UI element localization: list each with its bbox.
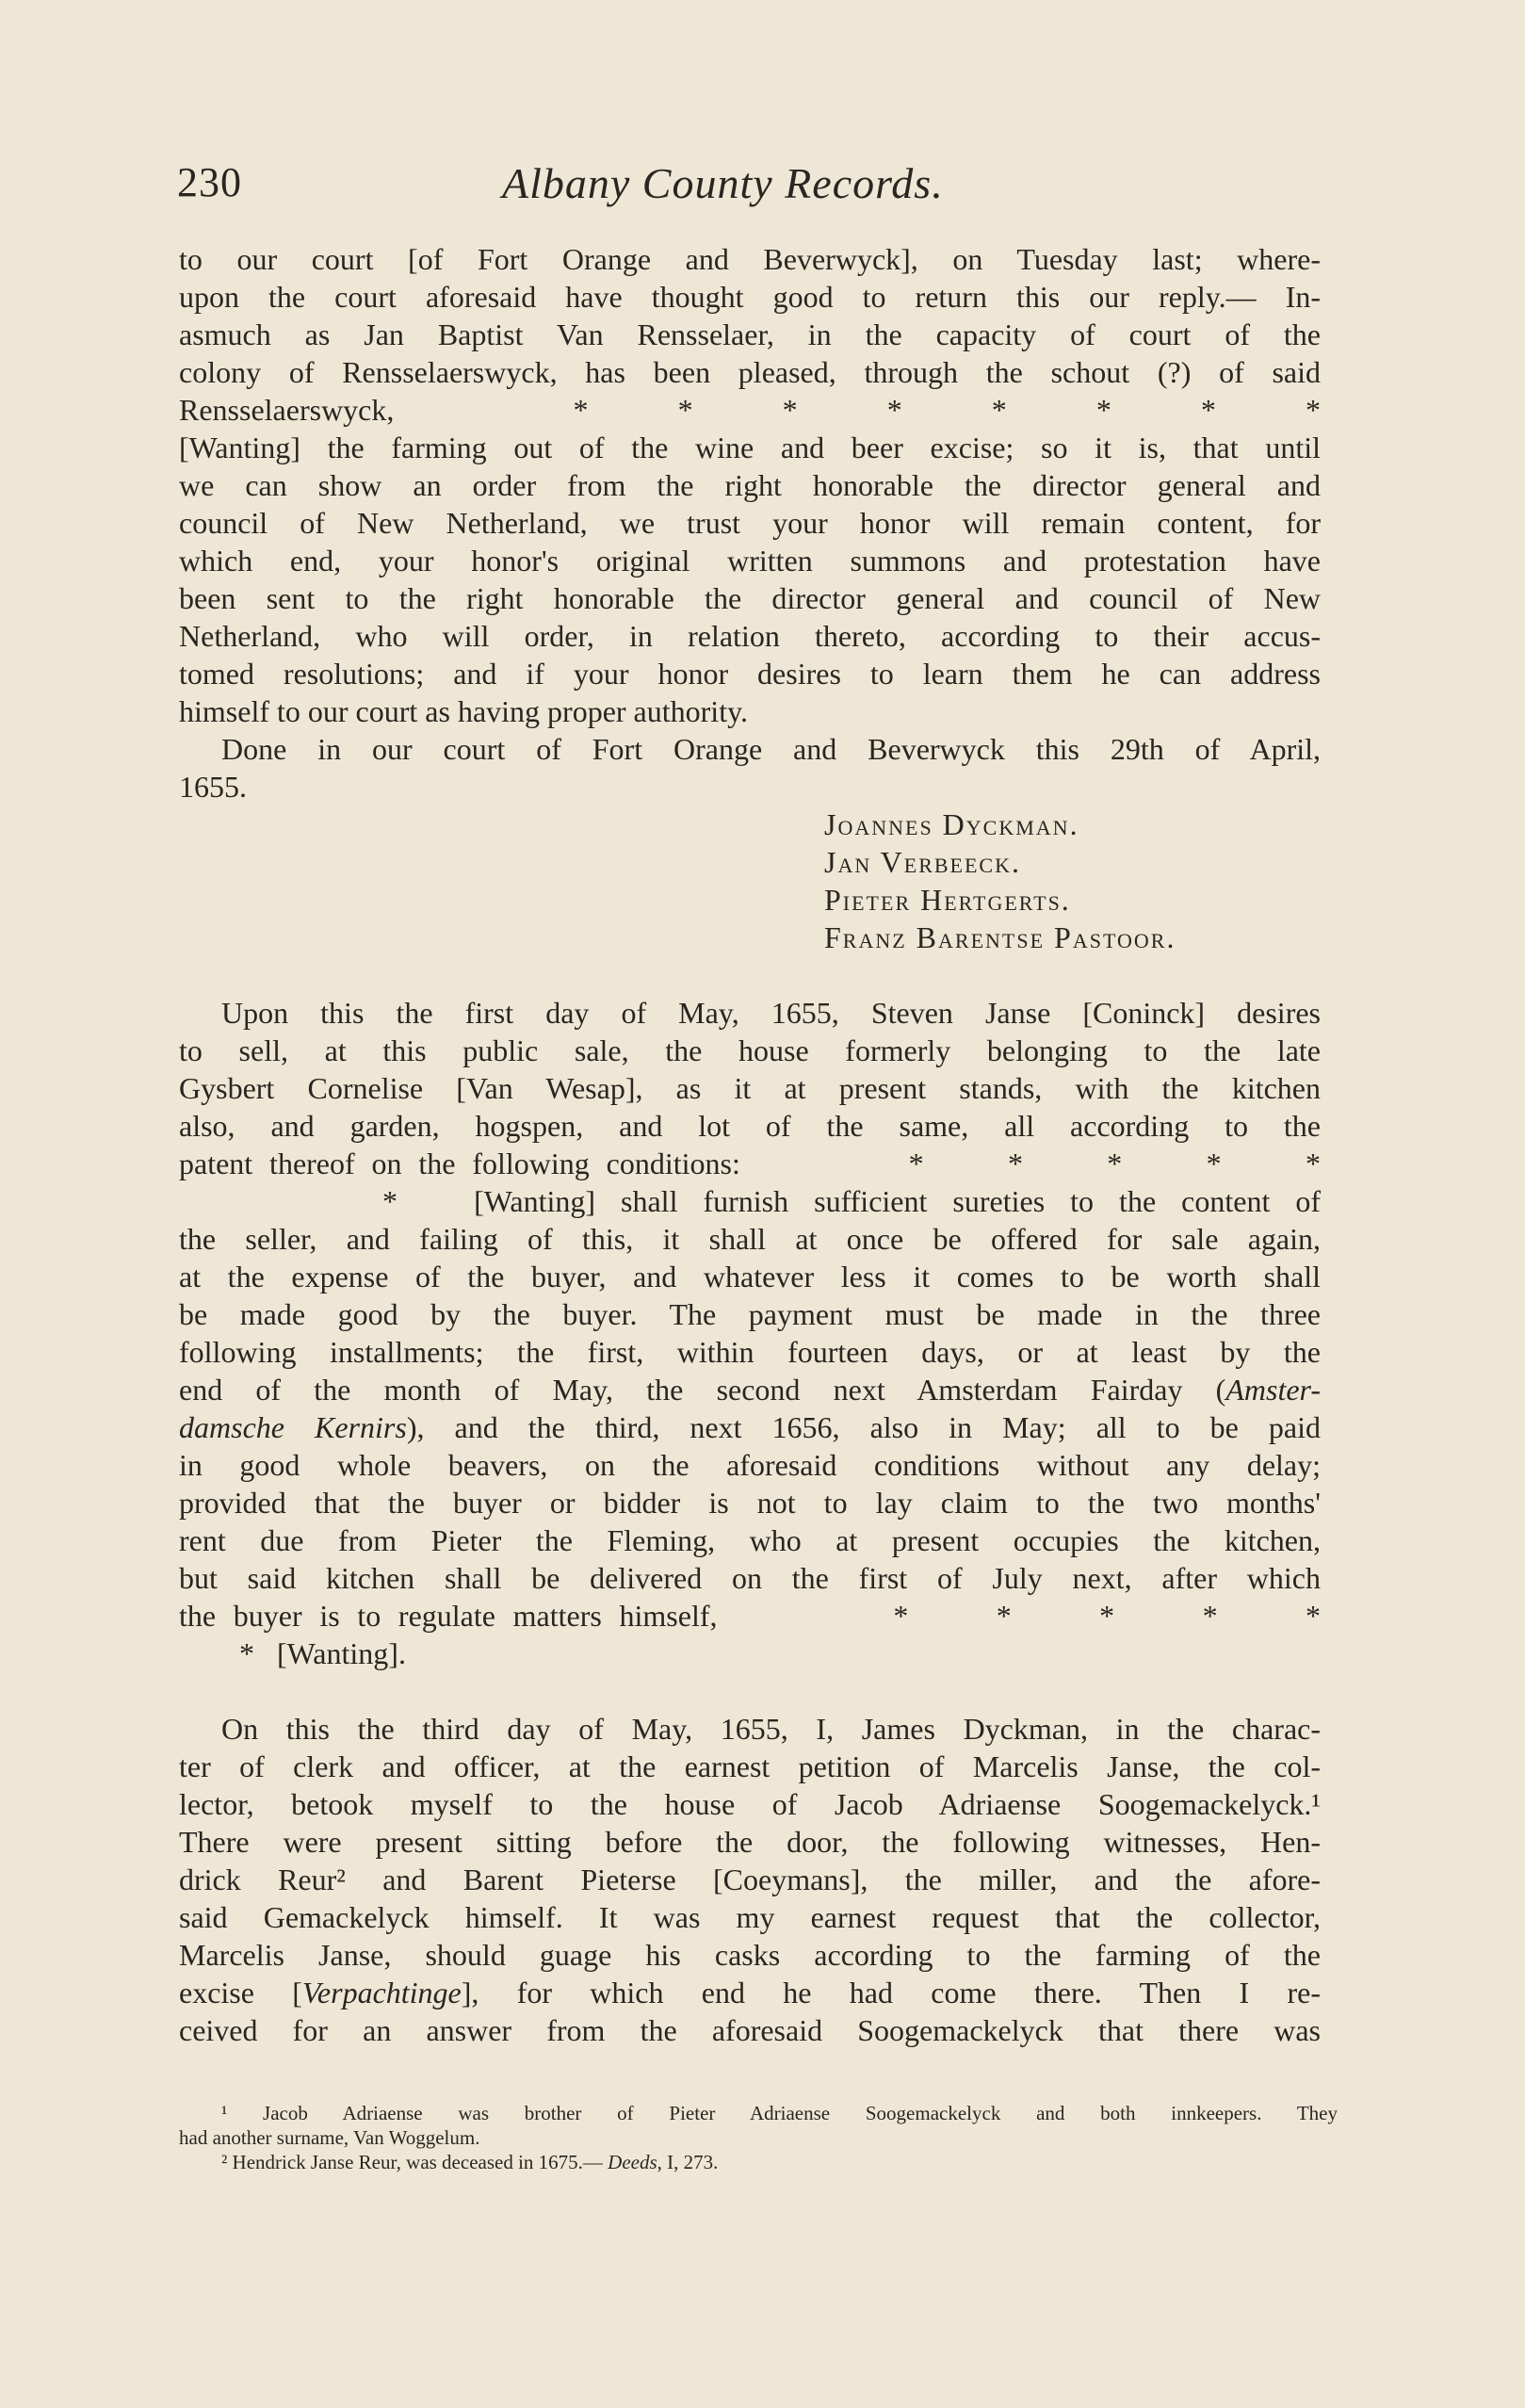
text-line: colony of Rensselaerswyck, has been pleased, through the schout (?) of said	[179, 355, 1321, 389]
footnotes	[179, 2101, 1338, 2174]
text-line: Gysbert Cornelise [Van Wesap], as it at present stands, with the kitchen	[179, 1071, 1321, 1105]
text-run: ], for which end he had come there. Then I re-	[461, 1976, 1322, 2009]
text-line: to sell, at this public sale, the house formerly belonging to the late	[179, 1033, 1321, 1067]
signature-name: Jan Verbeeck.	[824, 845, 1021, 879]
paragraph-gap	[179, 956, 1321, 994]
text-line: council of New Netherland, we trust your honor will remain content, for	[179, 506, 1321, 540]
text-line	[179, 1974, 1321, 2011]
text-line: be made good by the buyer. The payment must be made in the three	[179, 1297, 1321, 1331]
text-line: * [Wanting].	[179, 1636, 406, 1670]
text-line: in good whole beavers, on the aforesaid conditions without any delay;	[179, 1448, 1321, 1482]
text-line: we can show an order from the right honorable the director general and	[179, 468, 1321, 502]
italic-run: Amster-	[1225, 1373, 1321, 1407]
text-line: at the expense of the buyer, and whatever less it comes to be worth shall	[179, 1260, 1321, 1293]
italic-run: damsche Kernirs	[179, 1410, 407, 1444]
text-line: rent due from Pieter the Fleming, who at present occupies the kitchen,	[179, 1523, 1321, 1557]
text-line: Netherland, who will order, in relation thereto, according to their accus-	[179, 619, 1321, 653]
text-line: the buyer is to regulate matters himself, * * * * *	[179, 1599, 1321, 1633]
page-header	[177, 158, 1340, 215]
text-run: end of the month of May, the second next Amsterdam Fairday (	[179, 1373, 1226, 1407]
text-line: * [Wanting] shall furnish sufficient sureties to the content of	[179, 1184, 1321, 1218]
text-line	[179, 1371, 1321, 1408]
page-number: 230	[177, 159, 242, 205]
text-line: provided that the buyer or bidder is not to lay claim to the two months'	[179, 1486, 1321, 1520]
footnote-line: had another surname, Van Woggelum.	[179, 2126, 480, 2149]
paragraph-excise-visit	[179, 1710, 1321, 2049]
running-title: Albany County Records.	[502, 159, 944, 207]
text-run: ), and the third, next 1656, also in May; all to be paid	[406, 1410, 1322, 1444]
footnote-line: ¹ Jacob Adriaense was brother of Pieter Adriaense Soogemackelyck and both innkeepers. They	[221, 2102, 1338, 2124]
text-line: ceived for an answer from the aforesaid Soogemackelyck that there was	[179, 2013, 1321, 2047]
text-line: ter of clerk and officer, at the earnest petition of Marcelis Janse, the col-	[179, 1749, 1321, 1783]
text-line: to our court [of Fort Orange and Beverwyck], on Tuesday last; where-	[179, 242, 1321, 276]
footnote-line	[179, 2150, 1338, 2174]
text-line: Rensselaerswyck, * * * * * * * *	[179, 393, 1321, 427]
text-line: asmuch as Jan Baptist Van Rensselaer, in the capacity of court of the	[179, 317, 1321, 351]
text-line: 1655.	[179, 770, 247, 804]
text-run: ² Hendrick Janse Reur, was deceased in 1675.—	[221, 2151, 608, 2173]
text-line: following installments; the first, within fourteen days, or at least by the	[179, 1335, 1321, 1369]
text-line: the seller, and failing of this, it shall at once be offered for sale again,	[179, 1222, 1321, 1256]
signature-name: Joannes Dyckman.	[824, 807, 1079, 841]
text-line: himself to our court as having proper authority.	[179, 694, 748, 728]
text-line: but said kitchen shall be delivered on the first of July next, after which	[179, 1561, 1321, 1595]
text-line: which end, your honor's original written summons and protestation have	[179, 544, 1321, 578]
text-line	[179, 1408, 1321, 1446]
signature-name: Pieter Hertgerts.	[824, 883, 1071, 917]
body-text	[179, 240, 1321, 2049]
italic-run: Deeds	[608, 2151, 657, 2173]
text-line: There were present sitting before the door, the following witnesses, Hen-	[179, 1825, 1321, 1859]
signature-block	[179, 805, 1321, 956]
text-line: Marcelis Janse, should guage his casks according to the farming of the	[179, 1938, 1321, 1972]
text-line: said Gemackelyck himself. It was my earnest request that the collector,	[179, 1900, 1321, 1934]
text-line: also, and garden, hogspen, and lot of the same, all according to the	[179, 1109, 1321, 1143]
text-line: patent thereof on the following conditions: * * * * *	[179, 1147, 1321, 1180]
text-line: been sent to the right honorable the director general and council of New	[179, 581, 1321, 615]
paragraph-public-sale	[179, 994, 1321, 1672]
paragraph-court-reply	[179, 240, 1321, 805]
text-line: [Wanting] the farming out of the wine and beer excise; so it is, that until	[179, 431, 1321, 464]
text-run: excise [	[179, 1976, 302, 2009]
text-line: lector, betook myself to the house of Jacob Adriaense Soogemackelyck.¹	[179, 1787, 1321, 1821]
text-line: Upon this the first day of May, 1655, Steven Janse [Coninck] desires	[221, 996, 1321, 1030]
text-run: , I, 273.	[657, 2151, 719, 2173]
text-line: upon the court aforesaid have thought good to return this our reply.— In-	[179, 280, 1321, 314]
signature-name: Franz Barentse Pastoor.	[824, 920, 1176, 954]
text-line: tomed resolutions; and if your honor desires to learn them he can address	[179, 657, 1321, 691]
text-line: drick Reur² and Barent Pieterse [Coeymans], the miller, and the afore-	[179, 1863, 1321, 1896]
italic-run: Verpachtinge	[301, 1976, 462, 2009]
paragraph-gap	[179, 1672, 1321, 1710]
text-line: Done in our court of Fort Orange and Beverwyck this 29th of April,	[221, 732, 1321, 766]
text-line: On this the third day of May, 1655, I, James Dyckman, in the charac-	[221, 1712, 1321, 1746]
